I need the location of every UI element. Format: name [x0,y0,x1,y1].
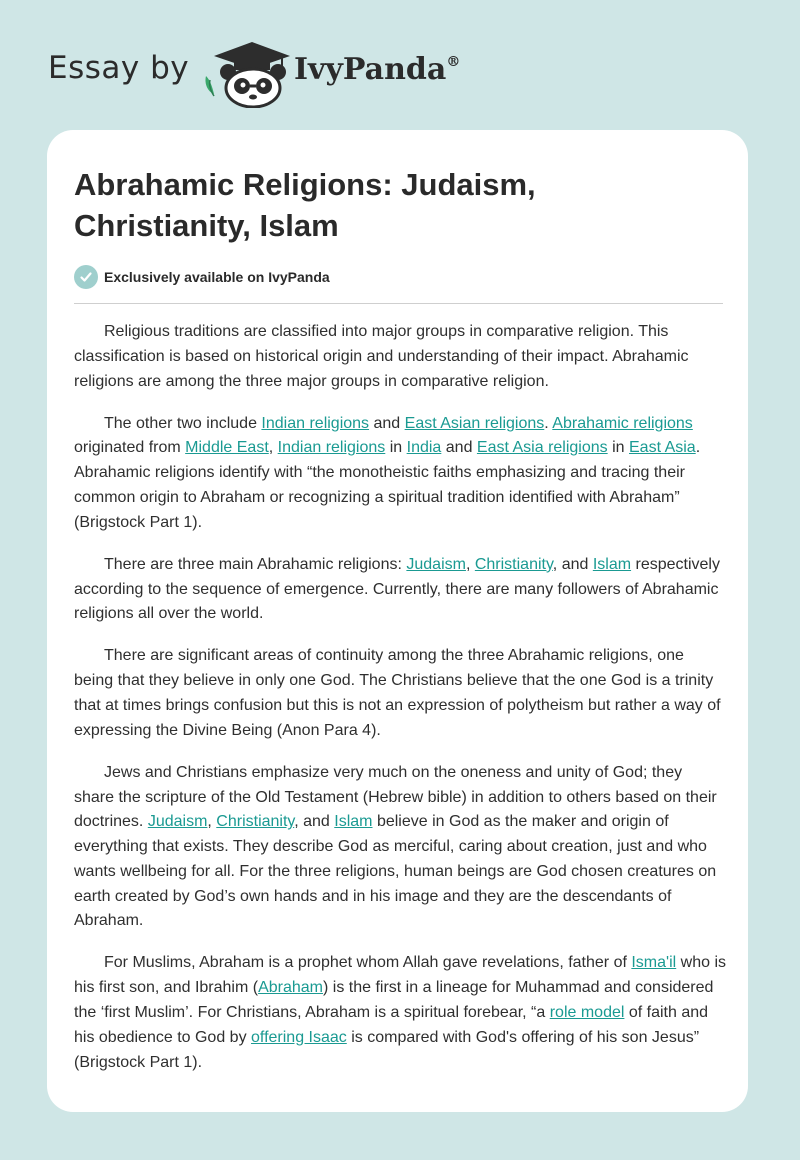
link-christianity-2[interactable]: Christianity [216,813,295,831]
paragraph: The other two include Indian religions and East Asian religions. Abrahamic religions originated from Middle East, Indian religions in India and East Asia religions in East Asia. Abrahamic religions identify with “the monotheistic faiths emphasizing and tracing their common origin to Abraham or recognizing a spiritual tradition identified with Abraham” (Brigstock Part 1). [74,414,701,531]
link-islam-2[interactable]: Islam [334,813,373,831]
link-east-asia-religions[interactable]: East Asia religions [476,439,608,457]
link-east-asian-religions[interactable]: East Asian religions [404,414,545,432]
link-christianity[interactable]: Christianity [474,555,553,573]
paragraph: There are three main Abrahamic religions: Judaism, Christianity, and Islam respectively according to the sequence of emergence. Currently, there are many followers of Abrahamic religions all over the world. [74,555,720,623]
link-abraham[interactable]: Abraham [258,979,323,997]
link-judaism-2[interactable]: Judaism [147,813,208,831]
link-ismail[interactable]: Isma'il [631,954,677,972]
brand-name[interactable]: IvyPanda® [294,52,461,87]
link-offering-isaac[interactable]: offering Isaac [251,1028,347,1046]
link-role-model[interactable]: role model [549,1004,625,1022]
essay-by-label: Essay by [48,50,190,86]
exclusive-badge [74,264,330,290]
site-header [48,36,548,106]
link-judaism[interactable]: Judaism [406,555,466,573]
link-indian-religions-2[interactable]: Indian religions [277,439,386,457]
divider [74,303,723,304]
badge-label: Exclusively available on IvyPanda [104,269,330,285]
panda-logo-icon[interactable] [200,36,292,108]
essay-body [74,320,726,1093]
link-indian-religions[interactable]: Indian religions [261,414,370,432]
link-islam[interactable]: Islam [592,555,632,573]
paragraph: Jews and Christians emphasize very much on the oneness and unity of God; they share the scripture of the Old Testament (Hebrew bible) in addition to others based on their doctrines. Judaism, Christianity, and Islam believe in God as the maker and origin of everything that exists. They describe God as merciful, caring about creation, just and who wants wellbeing for all. For the three religions, human beings are God chosen creatures on earth created by God’s own hands and in his image and they are the descendants of Abraham. [74,763,717,930]
checkmark-icon [74,265,98,289]
link-east-asia[interactable]: East Asia [629,439,696,457]
link-middle-east[interactable]: Middle East [185,439,269,457]
paragraph: Religious traditions are classified into major groups in comparative religion. This classification is based on historical origin and understanding of their impact. Abrahamic religions are among the three major groups in comparative religion. [74,323,689,390]
link-abrahamic-religions[interactable]: Abrahamic religions [552,414,693,432]
paragraph: For Muslims, Abraham is a prophet whom Allah gave revelations, father of Isma'il who is his first son, and Ibrahim (Abraham) is the first in a lineage for Muhammad and considered the ‘first Muslim’. For Christians, Abraham is a spiritual forebear, “a role model of faith and his obedience to God by offering Isaac is compared with God's offering of his son Jesus” (Brigstock Part 1). [74,954,726,1071]
essay-title: Abrahamic Religions: Judaism, Christianity, Islam [74,167,536,243]
paragraph: There are significant areas of continuity among the three Abrahamic religions, one being that they believe in only one God. The Christians believe that the one God is a trinity that at times brings confusion but this is not an expression of polytheism but rather a way of expressing the Divine Being (Anon Para 4). [74,647,721,739]
essay-card [47,130,748,1112]
link-india[interactable]: India [406,439,442,457]
